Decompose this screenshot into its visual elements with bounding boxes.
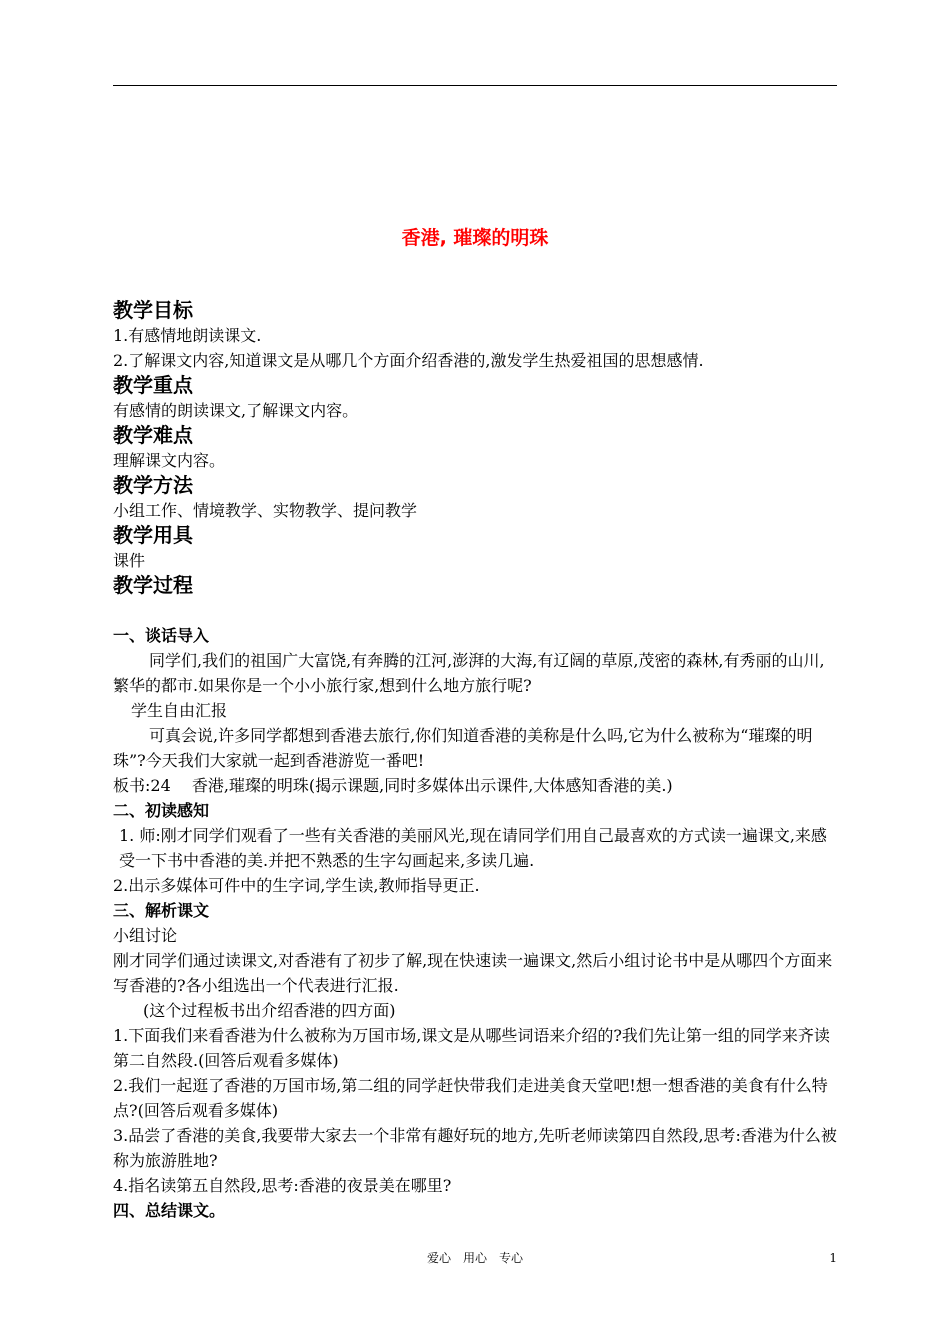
part2-paragraph-2: 2.出示多媒体可件中的生字词,学生读,教师指导更正.	[113, 876, 480, 895]
tools-heading: 教学用具	[113, 523, 193, 547]
header-rule	[113, 85, 837, 86]
method-heading: 教学方法	[113, 473, 193, 497]
part3-heading: 三、解析课文	[113, 901, 210, 920]
part3-paragraph-2: (这个过程板书出介绍香港的四方面)	[143, 1001, 396, 1020]
page-title: 香港, 璀璨的明珠	[401, 227, 549, 249]
part1-paragraph-2: 学生自由汇报	[131, 701, 228, 720]
part1-heading: 一、谈话导入	[113, 626, 210, 645]
difficulty-text: 理解课文内容。	[113, 451, 226, 470]
part4-heading: 四、总结课文。	[113, 1201, 226, 1220]
part1-paragraph-1: 同学们,我们的祖国广大富饶,有奔腾的江河,澎湃的大海,有辽阔的草原,茂密的森林,有秀丽的山川,繁华的都市.如果你是一个小小旅行家,想到什么地方旅行呢?	[113, 651, 825, 695]
key-points-text: 有感情的朗读课文,了解课文内容。	[113, 401, 359, 420]
difficulty-heading: 教学难点	[113, 423, 193, 447]
tools-text: 课件	[113, 551, 146, 570]
part2-paragraph-1: 1. 师:刚才同学们观看了一些有关香港的美丽风光,现在请同学们用自己最喜欢的方式读一遍课文,来感受一下书中香港的美.并把不熟悉的生字勾画起来,多读几遍.	[119, 826, 827, 870]
page-number: 1	[829, 1251, 837, 1265]
goals-heading: 教学目标	[113, 298, 193, 322]
document-body	[113, 298, 839, 1223]
part3-question-1: 1.下面我们来看香港为什么被称为万国市场,课文是从哪些词语来介绍的?我们先让第一组的同学来齐读第二自然段.(回答后观看多媒体)	[113, 1026, 830, 1070]
part1-paragraph-3: 可真会说,许多同学都想到香港去旅行,你们知道香港的美称是什么吗,它为什么被称为“璀璨的明珠”?今天我们大家就一起到香港游览一番吧!	[113, 726, 813, 770]
goal-item-1: 1.有感情地朗读课文.	[113, 326, 262, 345]
part3-question-4: 4.指名读第五自然段,思考:香港的夜景美在哪里?	[113, 1176, 452, 1195]
goal-item-2: 2.了解课文内容,知道课文是从哪几个方面介绍香港的,激发学生热爱祖国的思想感情.	[113, 351, 704, 370]
part2-heading: 二、初读感知	[113, 801, 210, 820]
part3-question-3: 3.品尝了香港的美食,我要带大家去一个非常有趣好玩的地方,先听老师读第四自然段,思考:香港为什么被称为旅游胜地?	[113, 1126, 837, 1170]
process-heading: 教学过程	[113, 573, 193, 597]
part3-question-2: 2.我们一起逛了香港的万国市场,第二组的同学赶快带我们走进美食天堂吧!想一想香港的美食有什么特点?(回答后观看多媒体)	[113, 1076, 828, 1120]
section-spacer	[113, 598, 839, 623]
part3-subheading: 小组讨论	[113, 926, 178, 945]
part3-paragraph-1: 刚才同学们通过读课文,对香港有了初步了解,现在快速读一遍课文,然后小组讨论书中是从哪四个方面来写香港的?各小组选出一个代表进行汇报.	[113, 951, 833, 995]
method-text: 小组工作、情境教学、实物教学、提问教学	[113, 501, 418, 520]
footer-motto: 爱心 用心 专心	[426, 1251, 523, 1265]
key-points-heading: 教学重点	[113, 373, 193, 397]
part1-blackboard: 板书:24 香港,璀璨的明珠(揭示课题,同时多媒体出示课件,大体感知香港的美.)	[113, 776, 673, 795]
